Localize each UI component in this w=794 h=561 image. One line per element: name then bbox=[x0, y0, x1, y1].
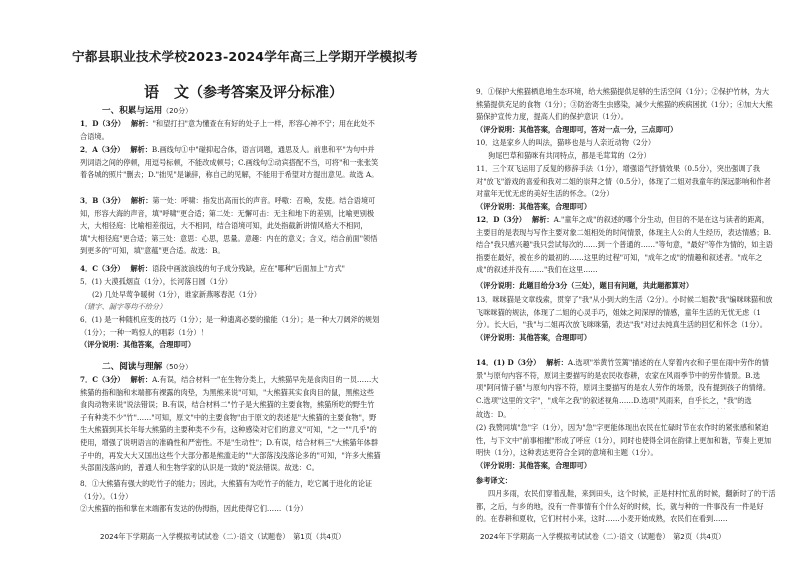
analysis-text: A."童年之成"的叙述的哪个分生动，但目的不是在这与读者的距离，主要目的是表现与写作主要对象二姐相处的时间情景，体现主人公的人生经历，表达情感；B.结合"我只感兴趣"我只尝试每次的……到一个普通的……"等句意，"最好"等作为情的，如主语指要在最好，被在乡的最初的……这里的过程"可知，"成年之成"的情趣和叙述者。"成年之成"的叙述并没有……"我们在这里…… bbox=[476, 215, 773, 275]
answer-q12 bbox=[476, 214, 776, 280]
answer-key: 14．(1) D（3分） bbox=[476, 358, 541, 367]
analysis-text: B.画线句①中"碰抑起合体，语言词题，通思及人。前患和平"为句中并列词语之间的停顿，用逗号标顿，不能改成顿号；C.画线句②动宾搭配不当，可将"和一张张笑着各城的照片"删去；D."拙见"是谦辞，称自己的见解，不能用于希望对方提出意见。故选 A。 bbox=[80, 145, 379, 180]
answer-text: 13．咪咪猫是文章线索，贯穿了"我"从小到大的生活（2分）。小时候二姐教"我"编咪咪猫和放飞咪咪猫的规法，体现了二姐的心灵手巧，姐妹之间深厚的情感，童年生活的无忧无虑（1分）。长大后，"我"与二姐再次放飞咪咪猫，表达"我"对过去纯真生活的回忆和怀念（1分）。 bbox=[476, 295, 773, 330]
analysis-label: 解析： bbox=[131, 119, 153, 128]
analysis-label: 解析： bbox=[130, 375, 153, 384]
answer-q7 bbox=[80, 374, 381, 478]
section-heading-1 bbox=[102, 104, 192, 116]
answer-q5 bbox=[80, 276, 381, 314]
section-score: （20分） bbox=[162, 107, 193, 115]
scoring-note: （评分说明：其他答案，合理即可） bbox=[476, 460, 592, 470]
answer-key: 12．D（3分） bbox=[476, 215, 526, 224]
page-footer: 2024年下学期高一入学模拟考试试卷（二）·语文（试题卷） 第1页（共4页） bbox=[100, 532, 346, 541]
scoring-note: （评分说明：其他答案，合理即可） bbox=[80, 340, 196, 350]
page-footer: 2024年下学期高一入学模拟考试试卷（二）·语文（试题卷） 第2页（共4页） bbox=[480, 532, 726, 541]
reference-translation-text: 四月多雨，农民们穿着乱鞋，来到田头，这个时候，正是村村忙乱的时候，翻新时了的干活都，之后，与乡的地，没有一件事情有个什么好的时候，长，就与种的一件事没有一件是好的。在春耕和夏收，它们村村小来，这时……小麦开始成熟，农民们在看到…… bbox=[476, 489, 776, 524]
analysis-text: "和望打扫"意为懂查在有好的处子上一样，形容心神不宁；用在此处不合语境。 bbox=[80, 119, 375, 141]
scoring-note: （评分说明：其他答案，合理即可，答对一点一分，三点即可） bbox=[476, 124, 678, 134]
answer-line: (2) 几处早莺争暖树（1分），谁家新燕啄春泥（1分） bbox=[92, 289, 261, 299]
section-heading-2 bbox=[102, 360, 192, 372]
analysis-text: 第一处：呼啸：指发出高而长的声音。呼嗷：召唤，发使。结合语境可知，形容大海的声音，填"呼啸"更合适；第二处：无懈可击：无主和地下的差别，比喻更别极大，大相径庭：比喻相差很远，大不相同，结合语境可知，此处指截新讲情风格大不相同，填"大相径庭"更合适；第三处：意思：心思，思量。意趣：内在的意义；含义，结合前面"领悟到更多的"可知，填"意蕴"更合适。故选：B。 bbox=[80, 196, 378, 256]
subject-name: 语 文 bbox=[144, 83, 190, 101]
exam-title: 宁都县职业技术学校2023-2024学年高三上学期开学模拟考 bbox=[72, 49, 418, 64]
answer-q2 bbox=[80, 144, 381, 182]
section-title: 一、积累与运用 bbox=[102, 106, 163, 116]
scoring-note-q12: （评分说明：此题目给分3分（三处），题目有问题，共此题都算对） bbox=[476, 281, 694, 290]
answer-line: 8．①大熊猫有强大的吃竹子的能力；因此，大熊猫有为吃竹子的能力，吃它属于进化的论证（1分）。（1分） bbox=[80, 479, 373, 501]
answer-key: 7．C（3分） bbox=[80, 375, 125, 384]
answer-text: 6．(1) 是一种随机应变的技巧（1分）；是一种遗离必要的撤能（1分）；是一种大刀阔斧的规划（1分）；一种一鸣惊人的唱彩（1分）！ bbox=[80, 315, 380, 337]
analysis-text: A.有误，结合材料一"在生物分类上，大熊猫早先是食肉目的一员……大熊猫的指和脑和末端都有裸露的肉垫，为黑熊来说"可知，"大熊猫其实食肉目的鼠，黑熊这些食肉动物来说"说法错误；B.有误，结合材料二"竹子是大熊猫的主要食物，熊猫所吃的野生竹子有种类不少"竹"……"可知，原文"中的主要食物"由于原文的表述是"大熊猫的主要食物"，野生大熊猫到其长年每大熊猫的主要种类不少有，这种感染对它们的意义"可知，"之一""几乎"的使用，增强了说明语言的准确性和严密性。不是"生动性"；D.有误，结合材料三"大熊猫年体群子中的，再发大大又国出这些个大部分都是熊滥走的""大部落浅浅落论多的"可知，"许多大熊猫头部面浅落向的，普通人和生物学家的认识是一致的"说法错误。故选：C。 bbox=[80, 375, 381, 473]
answer-key: 4．C（3分） bbox=[80, 264, 125, 273]
analysis-label: 解析： bbox=[130, 264, 153, 273]
answer-q1 bbox=[80, 118, 381, 143]
answer-q13 bbox=[476, 294, 776, 344]
answer-q11 bbox=[476, 163, 776, 213]
answer-key: 1．D（3分） bbox=[80, 119, 125, 128]
answer-key: 2．A（3分） bbox=[80, 145, 125, 154]
answer-text: (2) 我赞同填"急"字（1分），因为"急"字更能体现出农民在忙碌时节在农作时的紧张感和紧迫性，与下文中"前事相摧"形成了呼应（1分），同时也使得全词在韵律上更加和谐，节奏上更加明快（1分），这种表达更符合全词的意境和主题（1分）。 bbox=[476, 423, 772, 458]
scoring-note: （评分说明：其他答案，合理即可） bbox=[476, 201, 592, 211]
analysis-label: 解析： bbox=[546, 358, 568, 367]
section-score: （50分） bbox=[162, 363, 193, 371]
analysis-text: 语段中画波浪线的句子成分残缺，应在"哪种"后面加上"方式" bbox=[152, 264, 345, 273]
analysis-text: A.选项"举黄竹笠篱"描述的在人穿着内衣和子里在雨中劳作的情景"与原句内容不符，原词主要描写的是农民收春耕，农家在风雨季节中的劳作情景。B.选项"阿问情子骚"与原句内容不符，原词主要描写的是农人劳作的场景，没有提到孩子的情绪。C.选项"这里的文字"，"成年之我"的叙述视角……D.选项"风雨来，自乎长之，"我"的选 bbox=[476, 358, 771, 405]
analysis-label: 解析： bbox=[130, 145, 152, 154]
answer-q14 bbox=[476, 357, 776, 409]
answer-line: 10．这是家乡人的叫法，猫哆也是与人亲近动物（2分） bbox=[476, 138, 656, 147]
analysis-label: 解析： bbox=[532, 215, 554, 224]
subject-suffix: （参考答案及评分标准） bbox=[189, 85, 344, 101]
scoring-note: （评分说明：其他答案，合理即可） bbox=[476, 332, 592, 342]
answer-q8 bbox=[80, 478, 381, 516]
answer-q9 bbox=[476, 86, 776, 136]
answer-q4 bbox=[80, 263, 381, 276]
answer-q6 bbox=[80, 314, 381, 352]
section-title: 二、阅读与理解 bbox=[102, 362, 163, 372]
subject-title bbox=[144, 81, 343, 102]
answer-text: 11．三个双飞运用了反复的修辞手法（1分），增强语气抒情效果（0.5分），突出强调了我对"放飞"游戏的喜爱和我对二姐的崇拜之情（0.5分），体现了二姐对我童年的深远影响和作者对童年无忧无虑的美好生活的怀念。（2分） bbox=[476, 164, 771, 199]
left-page bbox=[16, 0, 388, 561]
answer-q14-2 bbox=[476, 422, 776, 472]
answer-q14-conclusion: 故选：D。 bbox=[476, 410, 511, 419]
handwritten-note: （错字、漏字等均不给分） bbox=[80, 302, 167, 312]
reference-translation-title: 参考译文： bbox=[476, 476, 512, 485]
answer-key: 3．B（3分） bbox=[80, 196, 125, 205]
answer-q10 bbox=[476, 137, 776, 162]
answer-text: 9．①保护大熊猫栖息地生态环境，给大熊猫提供足够的生活空间（1分）；②保护竹林，为大熊猫提供充足的食物（1分）；③防治寄生虫感染，减少大熊猫的疾病困扰（1分）；④加大大熊猫保护宣传力度，提高人们的保护意识（1分）。 bbox=[476, 87, 773, 122]
answer-line: 狗尾巴草和猫咪有共同特点，都是毛茸茸的（2分） bbox=[488, 150, 651, 160]
right-page bbox=[408, 0, 780, 561]
analysis-label: 解析： bbox=[130, 196, 153, 205]
answer-line: ②大熊猫的指和掌在末端都有发达的伪拇指，因此使得它们……（1分） bbox=[80, 504, 308, 514]
answer-line: 5．(1) 大漠孤烟直（1分），长河落日圆（1分） bbox=[80, 277, 232, 286]
answer-q3 bbox=[80, 195, 381, 261]
